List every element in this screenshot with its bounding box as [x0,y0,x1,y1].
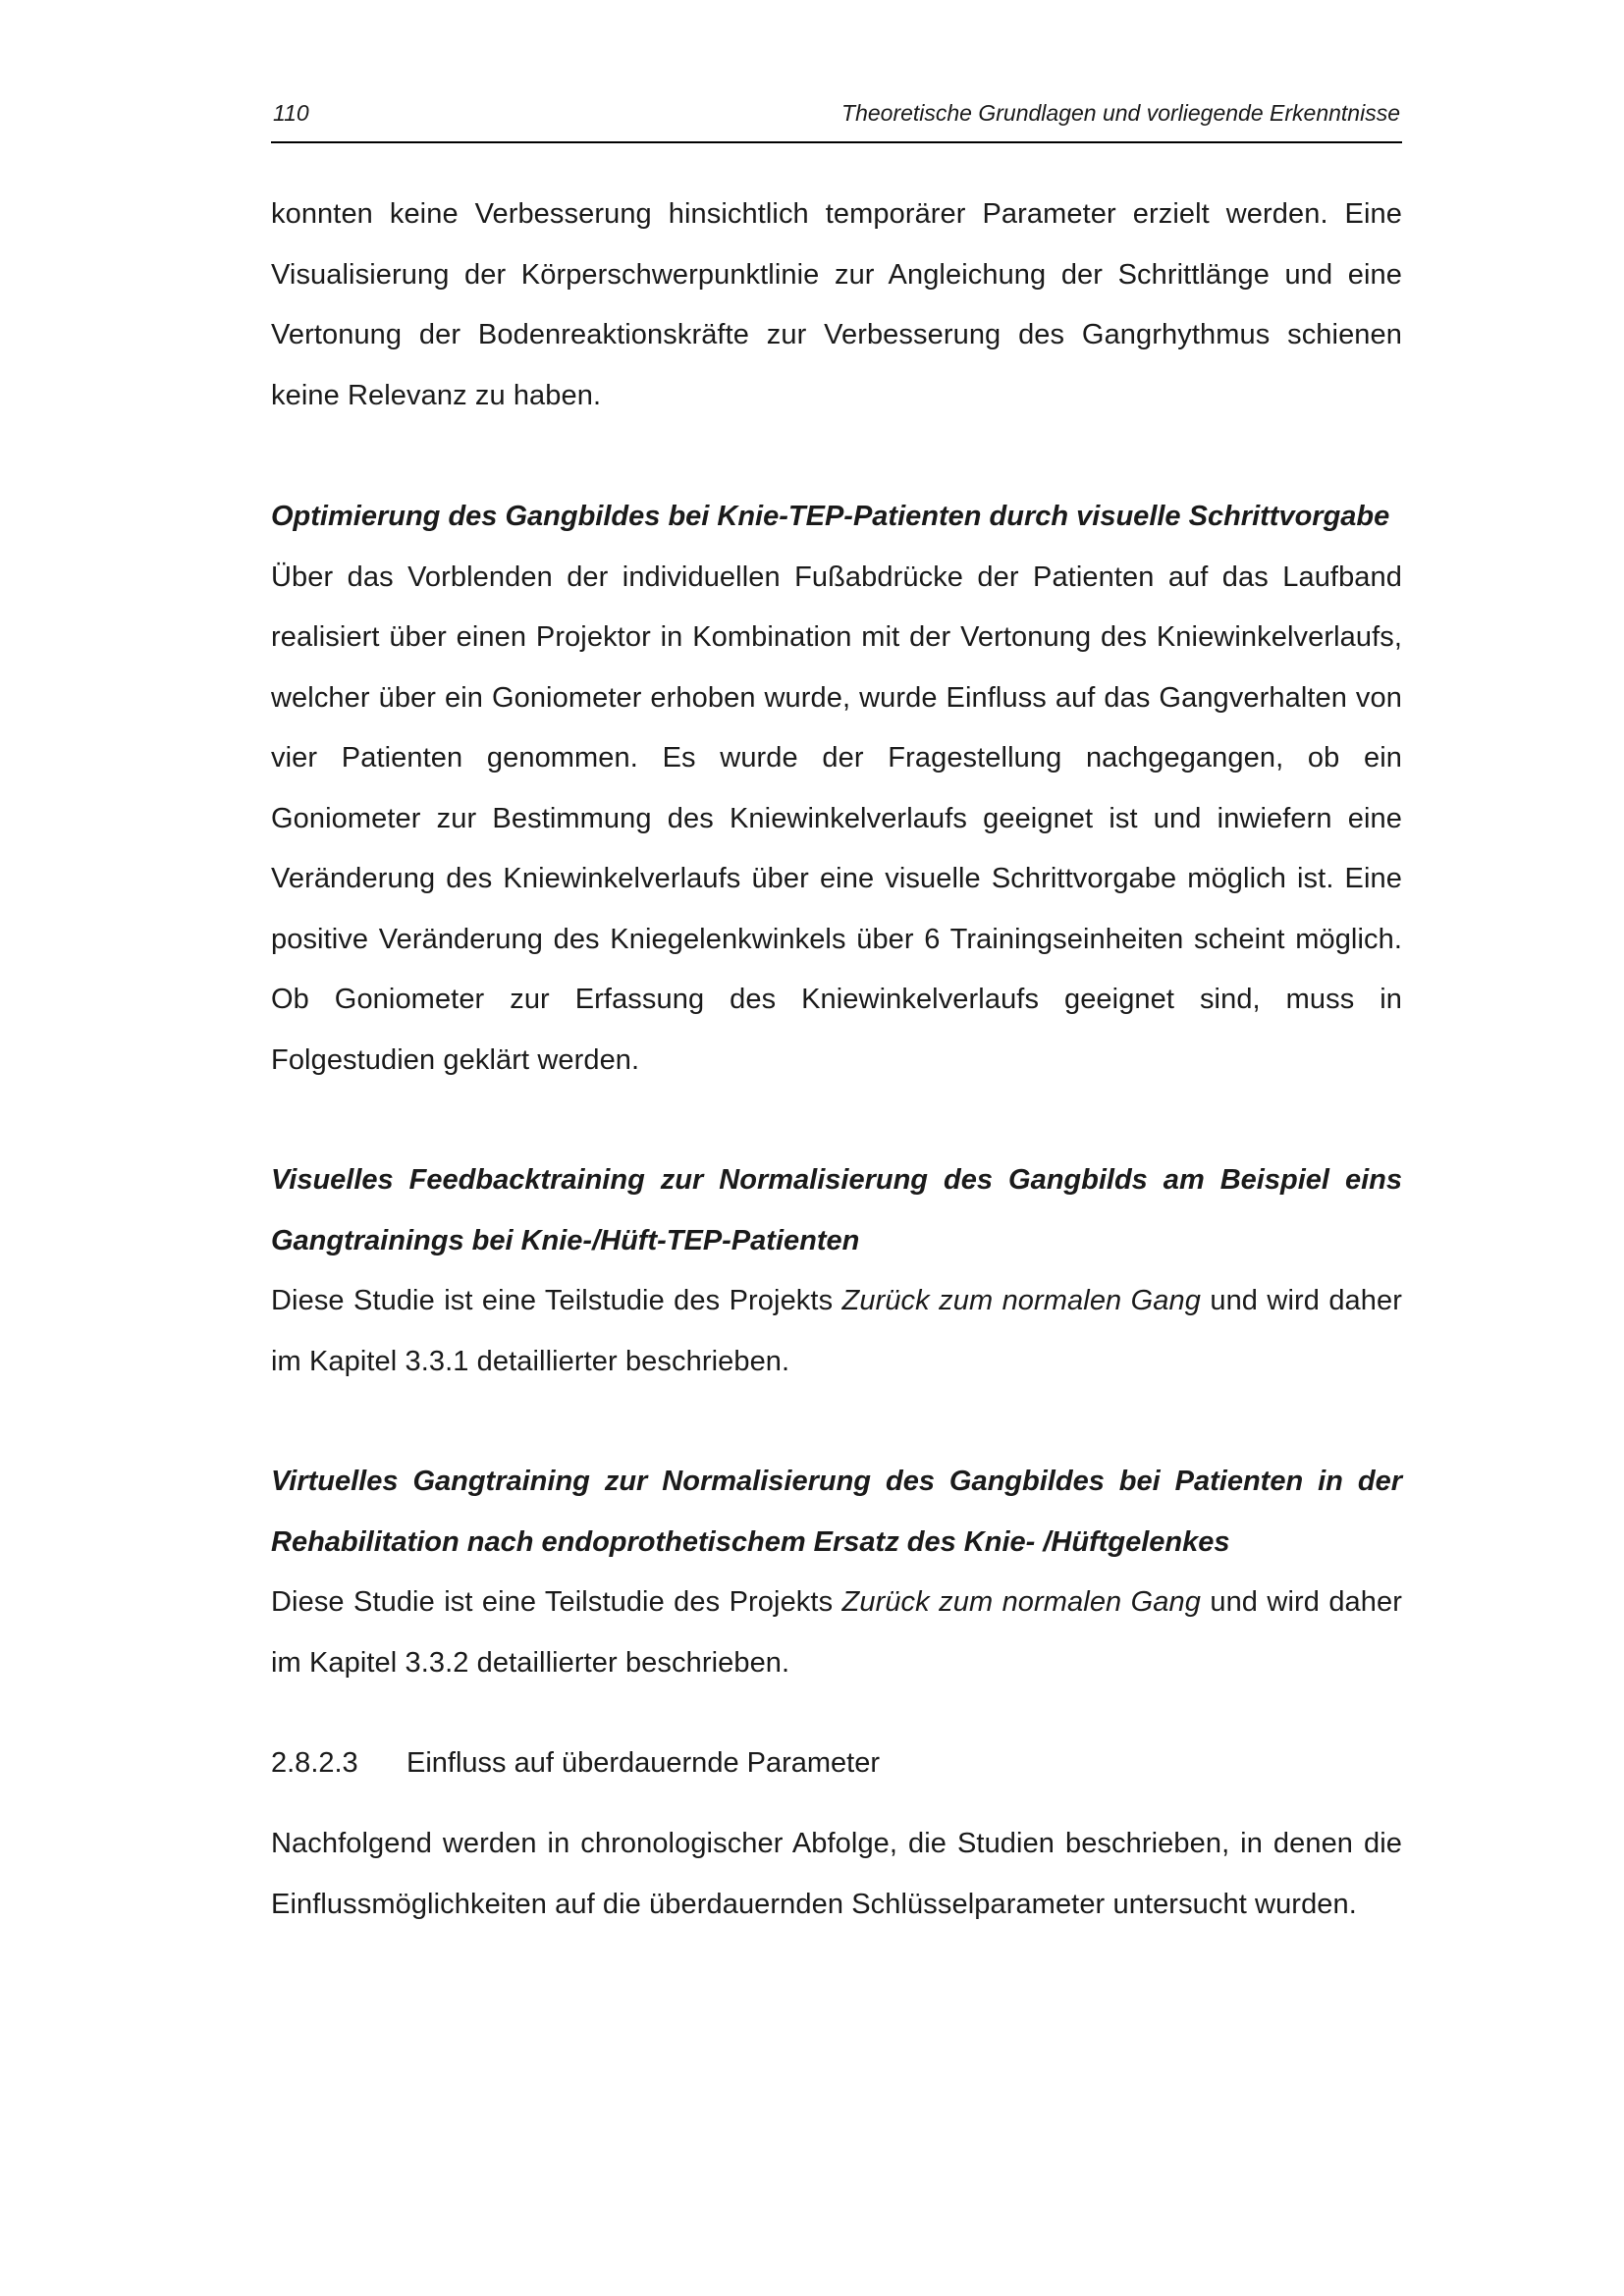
study-visuelles-text-after: und wird daher im Kapitel 3.3.1 detaillierter beschrieben. [271,1285,1402,1377]
study-virtuelles-title: Virtuelles Gangtraining zur Normalisierung des Gangbildes bei Patienten in der Rehabilitation nach endoprothetischem Ersatz des Knie- /Hüftgelenkes [271,1466,1402,1558]
subsection-heading [271,1734,1402,1794]
closing-section [271,1814,1402,1935]
intro-paragraph: konnten keine Verbesserung hinsichtlich temporärer Parameter erzielt werden. Eine Visualisierung der Körperschwerpunktlinie zur Angleichung der Schrittlänge und eine Vertonung der Bodenreaktionskräfte zur Verbesserung des Gangrhythmus schienen keine Relevanz zu haben. [271,198,1402,411]
closing-paragraph: Nachfolgend werden in chronologischer Abfolge, die Studien beschrieben, in denen die Einflussmöglichkeiten auf die überdauernden Schlüsselparameter untersucht wurden. [271,1828,1402,1920]
running-title: Theoretische Grundlagen und vorliegende Erkenntnisse [841,100,1400,126]
study-visuelles-text [271,1271,1402,1392]
page-header [271,98,1402,143]
study-optimierung-title: Optimierung des Gangbildes bei Knie-TEP-Patienten durch visuelle Schrittvorgabe [271,501,1390,532]
page-number: 110 [273,100,309,126]
study-virtuelles-project: Zurück zum normalen Gang [841,1586,1201,1618]
intro-section [271,185,1402,426]
study-visuelles-text-before: Diese Studie ist eine Teilstudie des Projekts [271,1285,842,1316]
study-virtuelles-text-before: Diese Studie ist eine Teilstudie des Projekts [271,1586,842,1618]
study-optimierung-section [271,487,1402,1091]
study-visuelles-section [271,1150,1402,1392]
subsection-title: Einfluss auf überdauernde Parameter [406,1747,881,1779]
subsection-number: 2.8.2.3 [271,1747,358,1779]
study-visuelles-project: Zurück zum normalen Gang [841,1285,1201,1316]
study-optimierung-text: Über das Vorblenden der individuellen Fußabdrücke der Patienten auf das Laufband realisiert über einen Projektor in Kombination mit der Vertonung des Kniewinkelverlaufs, welcher über ein Goniometer erhoben wurde, wurde Einfluss auf das Gangverhalten von vier Patienten genommen. Es wurde der Fragestellung nachgegangen, ob ein Goniometer zur Bestimmung des Kniewinkelverlaufs geeignet ist und inwiefern eine Veränderung des Kniewinkelverlaufs über eine visuelle Schrittvorgabe möglich ist. Eine positive Veränderung des Kniegelenkwinkels über 6 Trainingseinheiten scheint möglich. Ob Goniometer zur Erfassung des Kniewinkelverlaufs geeignet sind, muss in Folgestudien geklärt werden. [271,561,1402,1076]
document-page [271,0,1402,2296]
study-virtuelles-section [271,1452,1402,1693]
study-visuelles-title: Visuelles Feedbacktraining zur Normalisierung des Gangbilds am Beispiel eins Gangtrainings bei Knie-/Hüft-TEP-Patienten [271,1164,1402,1256]
study-virtuelles-text-after: und wird daher im Kapitel 3.3.2 detaillierter beschrieben. [271,1586,1402,1679]
study-virtuelles-text [271,1573,1402,1693]
